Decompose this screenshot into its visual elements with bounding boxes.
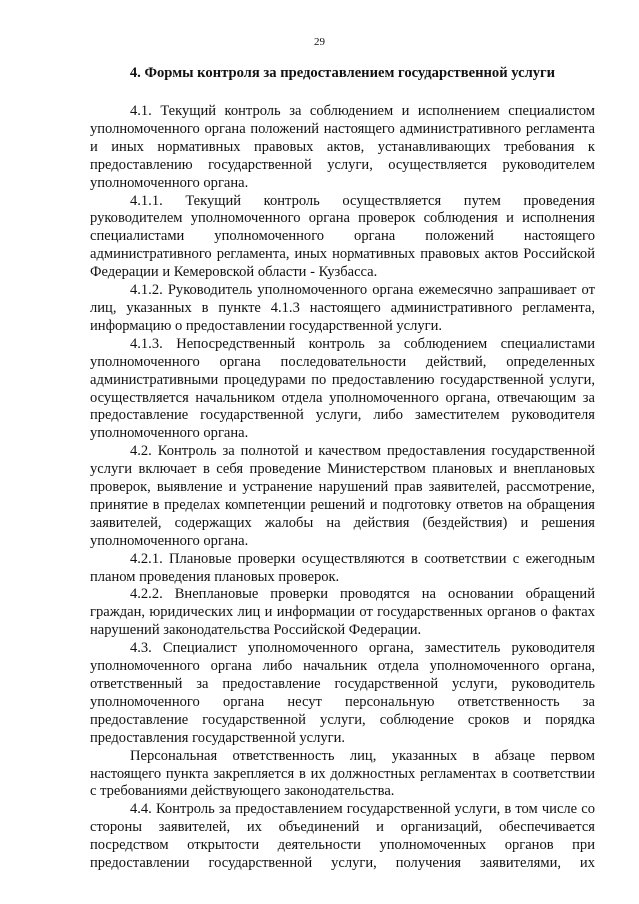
paragraph-4-2: 4.2. Контроль за полнотой и качеством предоставления государственной услуги включает в себя проведение Министерством плановых и внеплановых проверок, выявление и устранение нарушений прав заявителей, рассмотрение, принятие в пределах компетенции решений и подготовку ответов на обращения заявителей, содержащих жалобы на действия (бездействия) и решения уполномоченного органа. xyxy=(90,443,595,549)
paragraph-4-3: 4.3. Специалист уполномоченного органа, заместитель руководителя уполномоченного органа либо начальник отдела уполномоченного органа, ответственный за предоставление государственной услуги, руководитель уполномоченного органа несут персональную ответственность за предоставление государственной услуги, соблюдение сроков и порядка предоставления государственной услуги. xyxy=(90,640,595,746)
paragraph-4-1-1: 4.1.1. Текущий контроль осуществляется путем проведения руководителем уполномоченного органа проверок соблюдения и исполнения специалистами уполномоченного органа положений настоящего административного регламента, иных нормативных правовых актов Российской Федерации и Кемеровской области - Кузбасса. xyxy=(90,192,595,281)
paragraph-4-1-3: 4.1.3. Непосредственный контроль за соблюдением специалистами уполномоченного органа последовательности действий, определенных административными процедурами по предоставлению государственной услуги, осуществляется начальником отдела уполномоченного органа, отвечающим за предоставление государственной услуги, либо заместителем руководителя уполномоченного органа. xyxy=(90,335,595,442)
paragraph-4-4: 4.4. Контроль за предоставлением государственной услуги, в том числе со стороны заявителей, их объединений и организаций, обеспечивается посредством открытости деятельности уполномоченных органов при предоставлении государственной услуги, получения заявителями, их xyxy=(90,801,595,872)
paragraph-personal-responsibility: Персональная ответственность лиц, указанных в абзаце первом настоящего пункта закрепляется в их должностных регламентах в соответствии с требованиями действующего законодательства. xyxy=(90,747,595,800)
paragraph-4-1-2: 4.1.2. Руководитель уполномоченного органа ежемесячно запрашивает от лиц, указанных в пункте 4.1.3 настоящего административного регламента, информацию о предоставлении государственной услуги. xyxy=(90,282,595,334)
paragraph-4-2-1: 4.2.1. Плановые проверки осуществляются в соответствии с ежегодным планом проведения плановых проверок. xyxy=(90,550,595,585)
paragraph-4-1: 4.1. Текущий контроль за соблюдением и исполнением специалистом уполномоченного органа положений настоящего административного регламента и иных нормативных правовых актов, устанавливающих требования к предоставлению государственной услуги, осуществляется руководителем уполномоченного органа. xyxy=(90,103,595,191)
page-number: 29 xyxy=(314,36,325,48)
section-heading: 4. Формы контроля за предоставлением государственной услуги xyxy=(129,65,556,81)
paragraph-4-2-2: 4.2.2. Внеплановые проверки проводятся на основании обращений граждан, юридических лиц и информации от государственных органов о фактах нарушений законодательства Российской Федерации. xyxy=(90,586,595,639)
section-body xyxy=(90,103,595,873)
